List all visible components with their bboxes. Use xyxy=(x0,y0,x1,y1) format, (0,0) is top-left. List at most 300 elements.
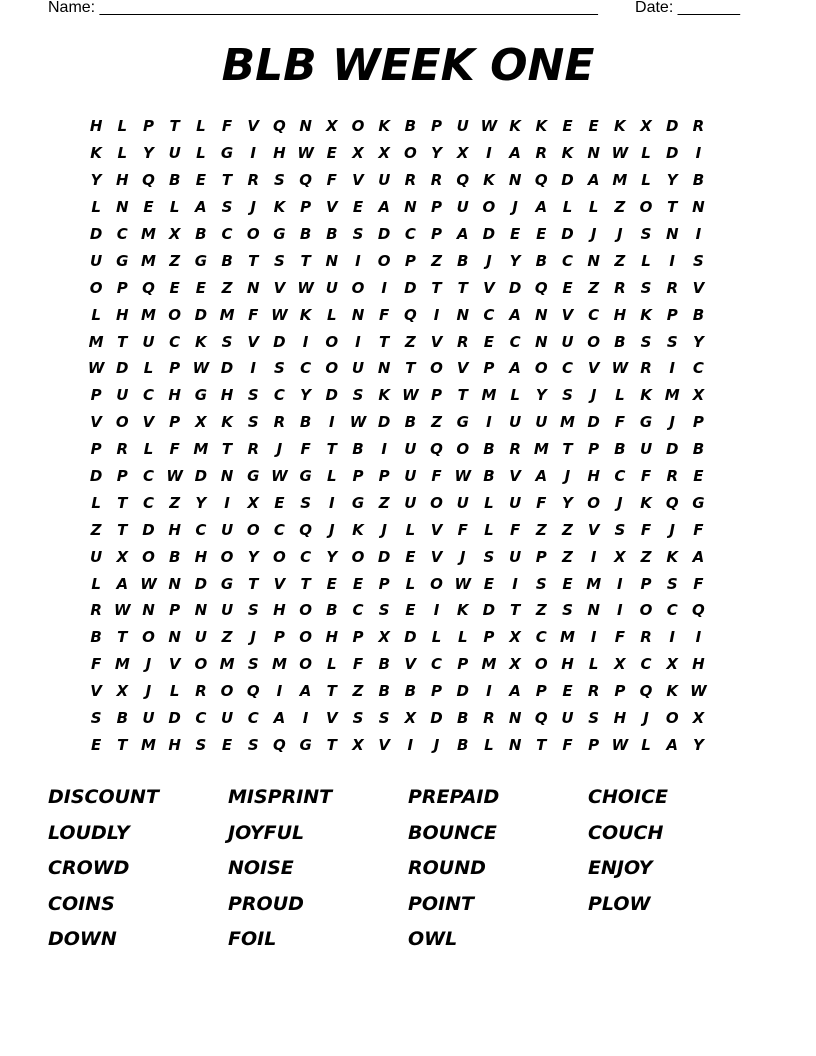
grid-letter: A xyxy=(195,198,207,217)
grid-letter: K xyxy=(535,117,548,136)
grid-letter: X xyxy=(614,547,626,566)
grid-letter: M xyxy=(533,440,549,459)
grid-letter: J xyxy=(590,225,597,243)
grid-letter: S xyxy=(378,709,390,728)
grid-letter: I xyxy=(302,709,309,728)
grid-letter: E xyxy=(509,225,521,243)
grid-letter: D xyxy=(508,278,522,297)
grid-letter: O xyxy=(246,225,260,243)
grid-letter: N xyxy=(325,251,339,270)
grid-letter: U xyxy=(325,278,338,297)
grid-letter: P xyxy=(535,682,547,701)
grid-letter: I xyxy=(381,278,387,297)
grid-letter: D xyxy=(142,520,155,539)
grid-letter: C xyxy=(142,493,154,512)
grid-letter: A xyxy=(273,709,286,728)
grid-letter: G xyxy=(639,413,653,432)
grid-letter: Q xyxy=(299,171,312,190)
grid-letter: M xyxy=(481,386,497,405)
grid-letter: B xyxy=(457,709,469,728)
grid-letter: T xyxy=(326,735,337,754)
grid-letter: E xyxy=(588,117,599,136)
grid-letter: K xyxy=(273,198,286,217)
grid-letter: B xyxy=(116,709,128,728)
grid-letter: I xyxy=(669,251,676,270)
grid-letter: L xyxy=(641,144,651,163)
grid-letter: X xyxy=(116,682,129,701)
grid-letter: L xyxy=(510,386,520,405)
grid-letter: L xyxy=(91,493,101,512)
grid-letter: Z xyxy=(614,198,626,217)
grid-letter: L xyxy=(484,520,494,539)
grid-letter: P xyxy=(352,628,364,647)
grid-letter: P xyxy=(169,413,181,432)
grid-letter: T xyxy=(300,251,311,270)
grid-letter: W xyxy=(271,467,288,486)
grid-letter: O xyxy=(220,547,234,566)
grid-letter: S xyxy=(588,709,600,728)
grid-letter: I xyxy=(617,601,623,620)
grid-letter: O xyxy=(430,574,443,593)
grid-letter: C xyxy=(142,386,154,405)
grid-letter: P xyxy=(169,601,181,620)
grid-letter: M xyxy=(193,440,209,459)
grid-letter: B xyxy=(352,440,364,459)
grid-letter: G xyxy=(299,467,312,486)
grid-letter: O xyxy=(325,332,339,351)
grid-letter: T xyxy=(457,386,468,405)
grid-letter: R xyxy=(404,171,417,190)
grid-letter: T xyxy=(431,278,442,297)
grid-letter: S xyxy=(90,709,102,728)
grid-letter: R xyxy=(640,359,652,378)
grid-letter: A xyxy=(666,735,679,754)
grid-letter: Y xyxy=(666,171,678,190)
grid-letter: L xyxy=(641,735,651,754)
grid-letter: P xyxy=(666,305,678,324)
grid-letter: Y xyxy=(562,493,573,512)
grid-letter: T xyxy=(326,440,337,459)
grid-letter: J xyxy=(617,493,623,512)
grid-letter: J xyxy=(328,520,335,539)
grid-letter: L xyxy=(484,735,494,754)
word-list-item: PROUD xyxy=(228,892,304,915)
grid-letter: V xyxy=(561,305,574,324)
grid-letter: I xyxy=(355,251,361,270)
grid-letter: O xyxy=(430,359,443,378)
grid-letter: O xyxy=(665,709,679,728)
grid-letter: F xyxy=(614,413,625,432)
grid-letter: T xyxy=(248,574,259,593)
grid-letter: K xyxy=(195,332,207,351)
grid-letter: D xyxy=(377,547,391,566)
grid-letter: W xyxy=(454,574,471,593)
grid-letter: L xyxy=(196,117,206,136)
grid-letter: B xyxy=(378,655,390,674)
grid-letter: K xyxy=(640,386,652,405)
grid-letter: H xyxy=(168,735,181,754)
word-list-item: LOUDLY xyxy=(48,821,130,844)
grid-letter: B xyxy=(299,225,312,243)
grid-letter: H xyxy=(273,144,286,163)
grid-letter: V xyxy=(273,278,286,297)
grid-letter: J xyxy=(145,655,152,674)
grid-letter: R xyxy=(116,440,129,459)
grid-letter: J xyxy=(590,386,597,405)
grid-letter: O xyxy=(351,278,365,297)
grid-letter: B xyxy=(168,171,181,190)
grid-letter: V xyxy=(352,171,364,190)
grid-letter: K xyxy=(378,386,390,405)
grid-letter: C xyxy=(640,655,652,674)
word-list-item: BOUNCE xyxy=(408,821,497,844)
grid-letter: E xyxy=(221,735,233,754)
grid-letter: W xyxy=(297,278,314,297)
grid-letter: I xyxy=(695,225,702,243)
grid-letter: O xyxy=(534,655,548,674)
grid-letter: Z xyxy=(431,413,442,432)
grid-letter: E xyxy=(352,198,364,217)
grid-letter: P xyxy=(273,628,285,647)
grid-letter: P xyxy=(378,467,390,486)
grid-letter: Z xyxy=(169,493,181,512)
grid-letter: Z xyxy=(640,547,652,566)
grid-letter: H xyxy=(194,547,208,566)
word-list-item: OWL xyxy=(408,928,458,950)
grid-letter: Q xyxy=(639,682,653,701)
grid-letter: Q xyxy=(534,709,548,728)
grid-letter: D xyxy=(665,117,679,136)
grid-letter: R xyxy=(90,601,102,620)
grid-letter: E xyxy=(195,171,206,190)
grid-letter: G xyxy=(194,251,207,270)
grid-letter: I xyxy=(433,601,440,620)
grid-letter: W xyxy=(402,386,419,405)
grid-letter: F xyxy=(640,520,652,539)
grid-letter: P xyxy=(588,440,600,459)
grid-letter: H xyxy=(220,386,234,405)
grid-row xyxy=(83,328,712,355)
grid-letter: X xyxy=(247,493,259,512)
grid-letter: R xyxy=(535,144,548,163)
grid-letter: B xyxy=(221,251,233,270)
grid-letter: H xyxy=(613,305,627,324)
grid-letter: E xyxy=(169,278,180,297)
grid-letter: J xyxy=(250,198,257,217)
grid-letter: Y xyxy=(326,547,338,566)
grid-letter: V xyxy=(430,547,443,566)
grid-letter: B xyxy=(404,117,417,136)
grid-letter: O xyxy=(456,440,470,459)
grid-letter: J xyxy=(643,709,649,728)
grid-letter: I xyxy=(381,440,387,459)
grid-letter: J xyxy=(486,251,492,270)
grid-letter: I xyxy=(486,682,492,701)
grid-letter: U xyxy=(378,171,391,190)
grid-letter: P xyxy=(692,413,704,432)
grid-letter: W xyxy=(611,144,629,163)
grid-letter: Y xyxy=(692,735,704,754)
grid-letter: Z xyxy=(535,601,547,620)
grid-letter: R xyxy=(456,332,469,351)
grid-letter: B xyxy=(195,225,207,243)
grid-letter: S xyxy=(300,493,311,512)
grid-letter: Z xyxy=(378,493,390,512)
grid-letter: X xyxy=(352,144,364,163)
grid-letter: U xyxy=(561,332,574,351)
grid-letter: U xyxy=(404,493,417,512)
grid-letter: O xyxy=(587,493,601,512)
grid-letter: Z xyxy=(614,251,626,270)
grid-letter: T xyxy=(300,574,311,593)
grid-letter: T xyxy=(221,440,233,459)
grid-letter: E xyxy=(405,547,416,566)
grid-letter: O xyxy=(587,332,601,351)
grid-letter: C xyxy=(588,305,600,324)
grid-letter: T xyxy=(509,601,521,620)
grid-letter: J xyxy=(250,628,257,647)
grid-letter: N xyxy=(377,359,391,378)
grid-letter: N xyxy=(535,332,548,351)
grid-letter: R xyxy=(509,440,521,459)
grid-letter: O xyxy=(299,601,312,620)
grid-letter: L xyxy=(588,655,599,674)
grid-letter: N xyxy=(665,225,679,243)
grid-letter: T xyxy=(536,735,547,754)
grid-letter: I xyxy=(590,628,597,647)
grid-letter: D xyxy=(430,709,443,728)
grid-letter: Z xyxy=(431,251,442,270)
grid-letter: R xyxy=(247,171,259,190)
word-list-item: MISPRINT xyxy=(228,786,333,808)
grid-letter: H xyxy=(692,655,705,674)
grid-letter: T xyxy=(248,251,259,270)
grid-letter: I xyxy=(486,144,492,163)
grid-row xyxy=(83,489,712,516)
grid-letter: X xyxy=(378,144,390,163)
grid-letter: S xyxy=(640,278,652,297)
grid-letter: Z xyxy=(90,520,102,539)
grid-letter: D xyxy=(404,278,417,297)
grid-letter: Q xyxy=(273,117,286,136)
grid-letter: V xyxy=(247,117,260,136)
grid-letter: M xyxy=(271,655,287,674)
grid-letter: Q xyxy=(246,682,260,701)
grid-letter: S xyxy=(247,601,259,620)
grid-letter: B xyxy=(378,682,390,701)
grid-letter: R xyxy=(247,440,259,459)
grid-letter: N xyxy=(168,574,181,593)
grid-letter: H xyxy=(168,520,181,539)
grid-letter: S xyxy=(352,709,364,728)
grid-letter: F xyxy=(169,440,180,459)
grid-letter: L xyxy=(327,655,337,674)
grid-letter: Q xyxy=(299,520,312,539)
grid-letter: C xyxy=(561,359,573,378)
grid-letter: Q xyxy=(534,171,548,190)
grid-letter: N xyxy=(194,601,208,620)
grid-row xyxy=(83,301,712,328)
grid-letter: K xyxy=(221,413,233,432)
grid-letter: O xyxy=(639,601,653,620)
grid-letter: S xyxy=(221,332,233,351)
grid-letter: U xyxy=(639,440,653,459)
word-list-item: COINS xyxy=(48,892,115,915)
grid-letter: Q xyxy=(142,278,155,297)
grid-letter: V xyxy=(142,413,155,432)
grid-letter: E xyxy=(352,574,364,593)
grid-letter: E xyxy=(274,493,285,512)
word-list-item: ENJOY xyxy=(588,857,653,879)
grid-letter: S xyxy=(562,386,573,405)
grid-letter: O xyxy=(115,413,129,432)
grid-letter: O xyxy=(220,682,234,701)
grid-letter: I xyxy=(355,332,361,351)
grid-letter: O xyxy=(534,359,548,378)
grid-letter: P xyxy=(352,467,364,486)
grid-letter: A xyxy=(509,305,521,324)
grid-row xyxy=(83,436,712,463)
grid-letter: B xyxy=(404,682,417,701)
grid-letter: T xyxy=(117,493,128,512)
grid-letter: I xyxy=(669,359,676,378)
grid-letter: J xyxy=(512,198,518,217)
grid-letter: D xyxy=(89,225,103,243)
grid-letter: M xyxy=(219,655,235,674)
grid-letter: K xyxy=(614,117,626,136)
grid-letter: L xyxy=(117,117,128,136)
grid-letter: P xyxy=(483,359,495,378)
grid-letter: L xyxy=(143,440,154,459)
grid-letter: X xyxy=(378,628,390,647)
grid-letter: Q xyxy=(665,493,679,512)
grid-letter: L xyxy=(196,144,206,163)
grid-row xyxy=(83,221,712,248)
grid-letter: R xyxy=(483,709,495,728)
grid-letter: T xyxy=(117,735,128,754)
grid-letter: S xyxy=(274,359,285,378)
word-list-item: PREPAID xyxy=(408,786,500,808)
grid-letter: V xyxy=(325,198,338,217)
grid-letter: U xyxy=(90,547,103,566)
grid-letter: J xyxy=(433,735,440,754)
grid-letter: D xyxy=(456,682,469,701)
grid-letter: S xyxy=(666,574,678,593)
grid-letter: D xyxy=(482,601,496,620)
grid-row xyxy=(83,274,712,301)
grid-letter: I xyxy=(328,493,335,512)
grid-letter: U xyxy=(142,709,155,728)
grid-letter: F xyxy=(457,520,468,539)
grid-letter: Q xyxy=(403,305,417,324)
grid-letter: R xyxy=(666,278,678,297)
grid-letter: W xyxy=(297,144,314,163)
grid-letter: K xyxy=(352,520,364,539)
grid-letter: N xyxy=(142,601,155,620)
grid-letter: D xyxy=(587,413,600,432)
grid-letter: G xyxy=(247,467,260,486)
grid-letter: K xyxy=(640,493,652,512)
grid-letter: V xyxy=(325,709,338,728)
grid-letter: C xyxy=(273,386,285,405)
grid-letter: A xyxy=(509,144,521,163)
grid-row xyxy=(83,355,712,382)
grid-letter: A xyxy=(535,467,548,486)
grid-letter: T xyxy=(379,332,390,351)
grid-letter: O xyxy=(639,198,653,217)
grid-letter: M xyxy=(141,251,156,270)
grid-letter: U xyxy=(90,251,103,270)
grid-letter: G xyxy=(220,574,234,593)
grid-letter: U xyxy=(194,628,207,647)
grid-letter: K xyxy=(90,144,102,163)
grid-letter: M xyxy=(560,628,575,647)
grid-letter: C xyxy=(509,332,521,351)
grid-letter: K xyxy=(378,117,390,136)
grid-row xyxy=(83,113,712,140)
grid-letter: V xyxy=(456,359,469,378)
grid-letter: X xyxy=(168,225,181,243)
grid-letter: N xyxy=(587,144,600,163)
grid-letter: M xyxy=(141,225,156,243)
grid-letter: B xyxy=(299,413,312,432)
grid-letter: W xyxy=(611,359,629,378)
grid-letter: W xyxy=(454,467,471,486)
grid-letter: P xyxy=(142,117,154,136)
grid-letter: L xyxy=(327,305,337,324)
grid-letter: T xyxy=(221,171,233,190)
grid-letter: Y xyxy=(431,144,442,163)
grid-letter: O xyxy=(142,628,155,647)
grid-row xyxy=(83,651,712,678)
grid-letter: X xyxy=(404,709,417,728)
word-list-item: FOIL xyxy=(228,928,277,950)
grid-letter: A xyxy=(116,574,129,593)
grid-row xyxy=(83,731,712,758)
grid-letter: K xyxy=(561,144,574,163)
grid-letter: O xyxy=(377,251,391,270)
grid-letter: F xyxy=(693,574,704,593)
grid-letter: I xyxy=(669,628,676,647)
grid-letter: R xyxy=(430,171,443,190)
grid-letter: B xyxy=(692,305,705,324)
grid-letter: I xyxy=(250,144,257,163)
grid-letter: J xyxy=(381,520,387,539)
grid-letter: T xyxy=(405,359,416,378)
grid-letter: E xyxy=(562,574,573,593)
grid-letter: C xyxy=(561,251,573,270)
grid-letter: T xyxy=(562,440,573,459)
grid-letter: O xyxy=(299,655,312,674)
grid-letter: H xyxy=(89,117,103,136)
grid-letter: O xyxy=(273,547,286,566)
grid-letter: U xyxy=(456,198,469,217)
grid-letter: F xyxy=(509,520,521,539)
grid-letter: N xyxy=(456,305,469,324)
grid-letter: R xyxy=(614,278,626,297)
grid-letter: U xyxy=(456,493,469,512)
grid-letter: N xyxy=(404,198,417,217)
grid-letter: Z xyxy=(352,682,364,701)
grid-letter: X xyxy=(614,655,626,674)
grid-letter: D xyxy=(89,467,103,486)
grid-letter: F xyxy=(562,735,573,754)
grid-letter: S xyxy=(640,332,652,351)
grid-letter: B xyxy=(326,225,338,243)
grid-letter: V xyxy=(509,467,521,486)
grid-row xyxy=(83,678,712,705)
grid-letter: N xyxy=(116,198,129,217)
